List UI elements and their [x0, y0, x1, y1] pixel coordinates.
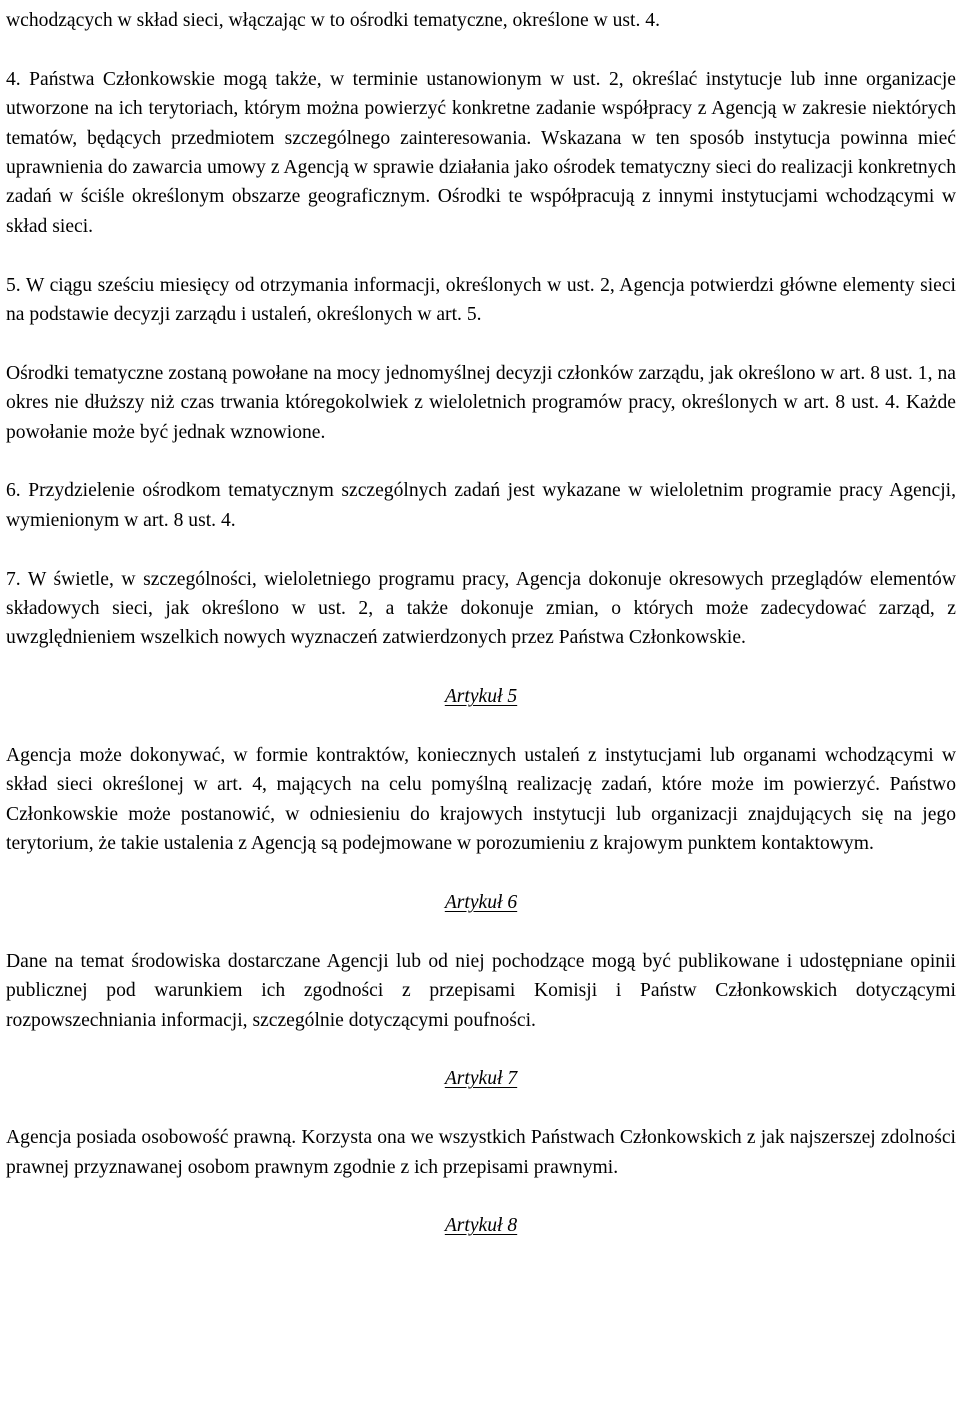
paragraph-point-6: 6. Przydzielenie ośrodkom tematycznym szczególnych zadań jest wykazane w wieloletnim programie pracy Agencji, wymienionym w art. 8 ust. 4.	[6, 480, 956, 531]
paragraph-thematic-centres: Ośrodki tematyczne zostaną powołane na mocy jednomyślnej decyzji członków zarządu, jak określono w art. 8 ust. 1, na okres nie dłuższy niż czas trwania któregokolwiek z wieloletnich programów pracy, określonych w art. 8 ust. 4. Każde powołanie może być jednak wznowione.	[6, 362, 956, 443]
document-page	[6, 6, 956, 1270]
paragraph-point-5: 5. W ciągu sześciu miesięcy od otrzymania informacji, określonych w ust. 2, Agencja potwierdzi główne elementy sieci na podstawie decyzji zarządu i ustaleń, określonych w art. 5.	[6, 274, 956, 326]
article-6-heading: Artykuł 6	[444, 892, 518, 914]
article-5-text: Agencja może dokonywać, w formie kontraktów, koniecznych ustaleń z instytucjami lub organami wchodzącymi w skład sieci określonej w art. 4, mających na celu pomyślną realizację zadań, które może im powierzyć. Państwo Członkowskie może postanowić, w odniesieniu do krajowych instytucji lub organizacji znajdujących się na jego terytorium, że takie ustalenia z Agencją są podejmowane w porozumieniu z krajowym punktem kontaktowym.	[6, 745, 956, 855]
paragraph-continuation: wchodzących w skład sieci, włączając w to ośrodki tematyczne, określone w ust. 4.	[6, 10, 660, 31]
article-8-heading: Artykuł 8	[444, 1215, 518, 1237]
article-6-text: Dane na temat środowiska dostarczane Agencji lub od niej pochodzące mogą być publikowane i udostępniane opinii publicznej pod warunkiem ich zgodności z przepisami Komisji i Państw Członkowskich dotyczącymi rozpowszechniania informacji, szczególnie dotyczącymi poufności.	[6, 950, 956, 1031]
article-7-heading: Artykuł 7	[444, 1068, 518, 1090]
article-5-heading: Artykuł 5	[444, 686, 518, 708]
article-7-text: Agencja posiada osobowość prawną. Korzysta ona we wszystkich Państwach Członkowskich z jak najszerszej zdolności prawnej przyznawanej osobom prawnym zgodnie z ich przepisami prawnymi.	[6, 1127, 956, 1178]
paragraph-point-4: 4. Państwa Członkowskie mogą także, w terminie ustanowionym w ust. 2, określać instytucje lub inne organizacje utworzone na ich terytoriach, którym można powierzyć konkretne zadanie współpracy z Agencją w zakresie niektórych tematów, będących przedmiotem szczególnego zainteresowania. Wskazana w ten sposób instytucja powinna mieć uprawnienia do zawarcia umowy z Agencją w sprawie działania jako ośrodek tematyczny sieci do realizacji konkretnych zadań w ściśle określonym obszarze geograficznym. Ośrodki te współpracują z innymi instytucjami wchodzącymi w skład sieci.	[6, 68, 956, 237]
paragraph-point-7: 7. W świetle, w szczególności, wieloletniego programu pracy, Agencja dokonuje okresowych przeglądów elementów składowych sieci, jak określono w ust. 2, a także dokonuje zmian, o których może zadecydować zarząd, z uwzględnieniem wszelkich nowych wyznaczeń zatwierdzonych przez Państwa Członkowskie.	[6, 568, 956, 649]
